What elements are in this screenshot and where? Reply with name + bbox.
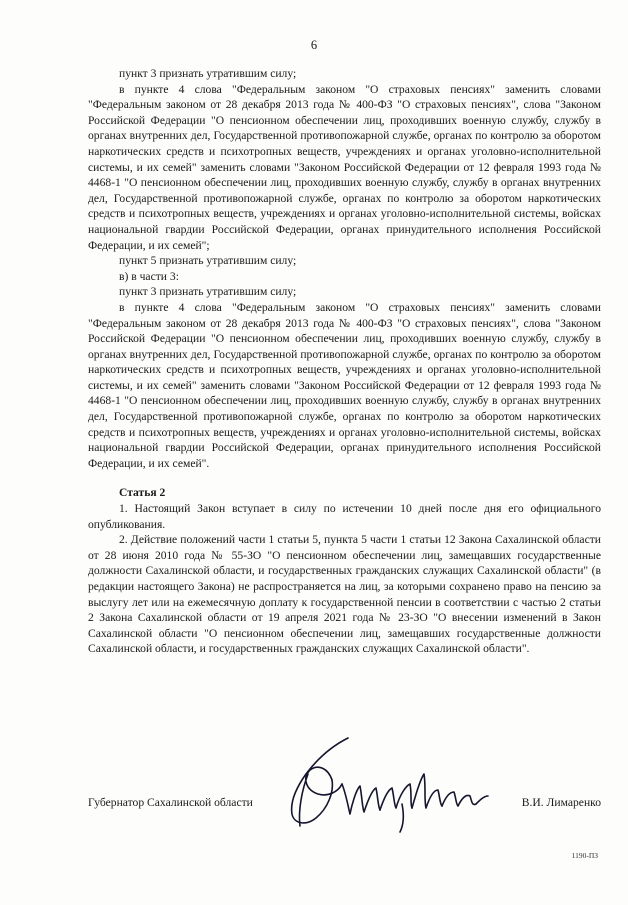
signatory-name: В.И. Лимаренко xyxy=(521,796,601,809)
document-code: 1190-ПЗ xyxy=(571,851,598,860)
paragraph: пункт 3 признать утратившим силу; xyxy=(119,285,297,299)
paragraph: в) в части 3: xyxy=(119,269,179,283)
signature-block xyxy=(88,796,601,816)
signatory-position: Губернатор Сахалинской области xyxy=(88,796,253,809)
paragraph: пункт 5 признать утратившим силу; xyxy=(119,254,297,268)
page-number: 6 xyxy=(310,38,318,52)
article-paragraph: 2. Действие положений части 1 статьи 5, пункта 5 части 1 статьи 12 Закона Сахалинской области от 28 июня 2010 года № 55-ЗО "О пенсионном обеспечении лиц, замещавших государственные должности Сахалинской области, и государственных гражданских служащих Сахалинской области" (в редакции настоящего Закона) не распространяется на лиц, за которыми сохранено право на пенсию за выслугу лет или на ежемесячную доплату к государственной пенсии в соответствии с частью 2 статьи 2 Закона Сахалинской области от 19 апреля 2021 года № 23-ЗО "О внесении изменений в Закон Сахалинской области "О пенсионном обеспечении лиц, замещавших государственные должности Сахалинской области, и государственных гражданских служащих Сахалинской области". xyxy=(88,533,601,656)
document-body xyxy=(88,66,601,657)
article-title: Статья 2 xyxy=(119,486,166,500)
paragraph: в пункте 4 слова "Федеральным законом "О страховых пенсиях" заменить словами "Федеральным законом от 28 декабря 2013 года № 400-ФЗ "О страховых пенсиях", слова "Законом Российской Федерации "О пенсионном обеспечении лиц, проходивших военную службу, службу в органах внутренних дел, Государственной противопожарной службе, органах по контролю за оборотом наркотических средств и психотропных веществ, учреждениях и органах уголовно-исполнительной системы, и их семей" заменить словами "Законом Российской Федерации от 12 февраля 1993 года № 4468-1 "О пенсионном обеспечении лиц, проходивших военную службу, службу в органах внутренних дел, Государственной противопожарной службе, органах по контролю за оборотом наркотических средств и психотропных веществ, учреждениях и органах уголовно-исполнительной системы, войсках национальной гвардии Российской Федерации, органах принудительного исполнения Российской Федерации, и их семей"; xyxy=(88,82,601,252)
article-paragraph: 1. Настоящий Закон вступает в силу по истечении 10 дней после дня его официального опубликования. xyxy=(88,502,601,531)
paragraph: в пункте 4 слова "Федеральным законом "О страховых пенсиях" заменить словами "Федеральным законом от 28 декабря 2013 года № 400-ФЗ "О страховых пенсиях", слова "Законом Российской Федерации "О пенсионном обеспечении лиц, проходивших военную службу, службу в органах внутренних дел, Государственной противопожарной службе, органах по контролю за оборотом наркотических средств и психотропных веществ, учреждениях и органах уголовно-исполнительной системы, и их семей" заменить словами "Законом Российской Федерации от 12 февраля 1993 года № 4468-1 "О пенсионном обеспечении лиц, проходивших военную службу, службу в органах внутренних дел, Государственной противопожарной службе, органах по контролю за оборотом наркотических средств и психотропных веществ, учреждениях и органах уголовно-исполнительной системы, войсках национальной гвардии Российской Федерации, органах принудительного исполнения Российской Федерации, и их семей". xyxy=(88,300,601,470)
section-spacer xyxy=(88,471,601,485)
paragraph: пункт 3 признать утратившим силу; xyxy=(119,67,297,80)
handwritten-signature xyxy=(262,734,494,834)
